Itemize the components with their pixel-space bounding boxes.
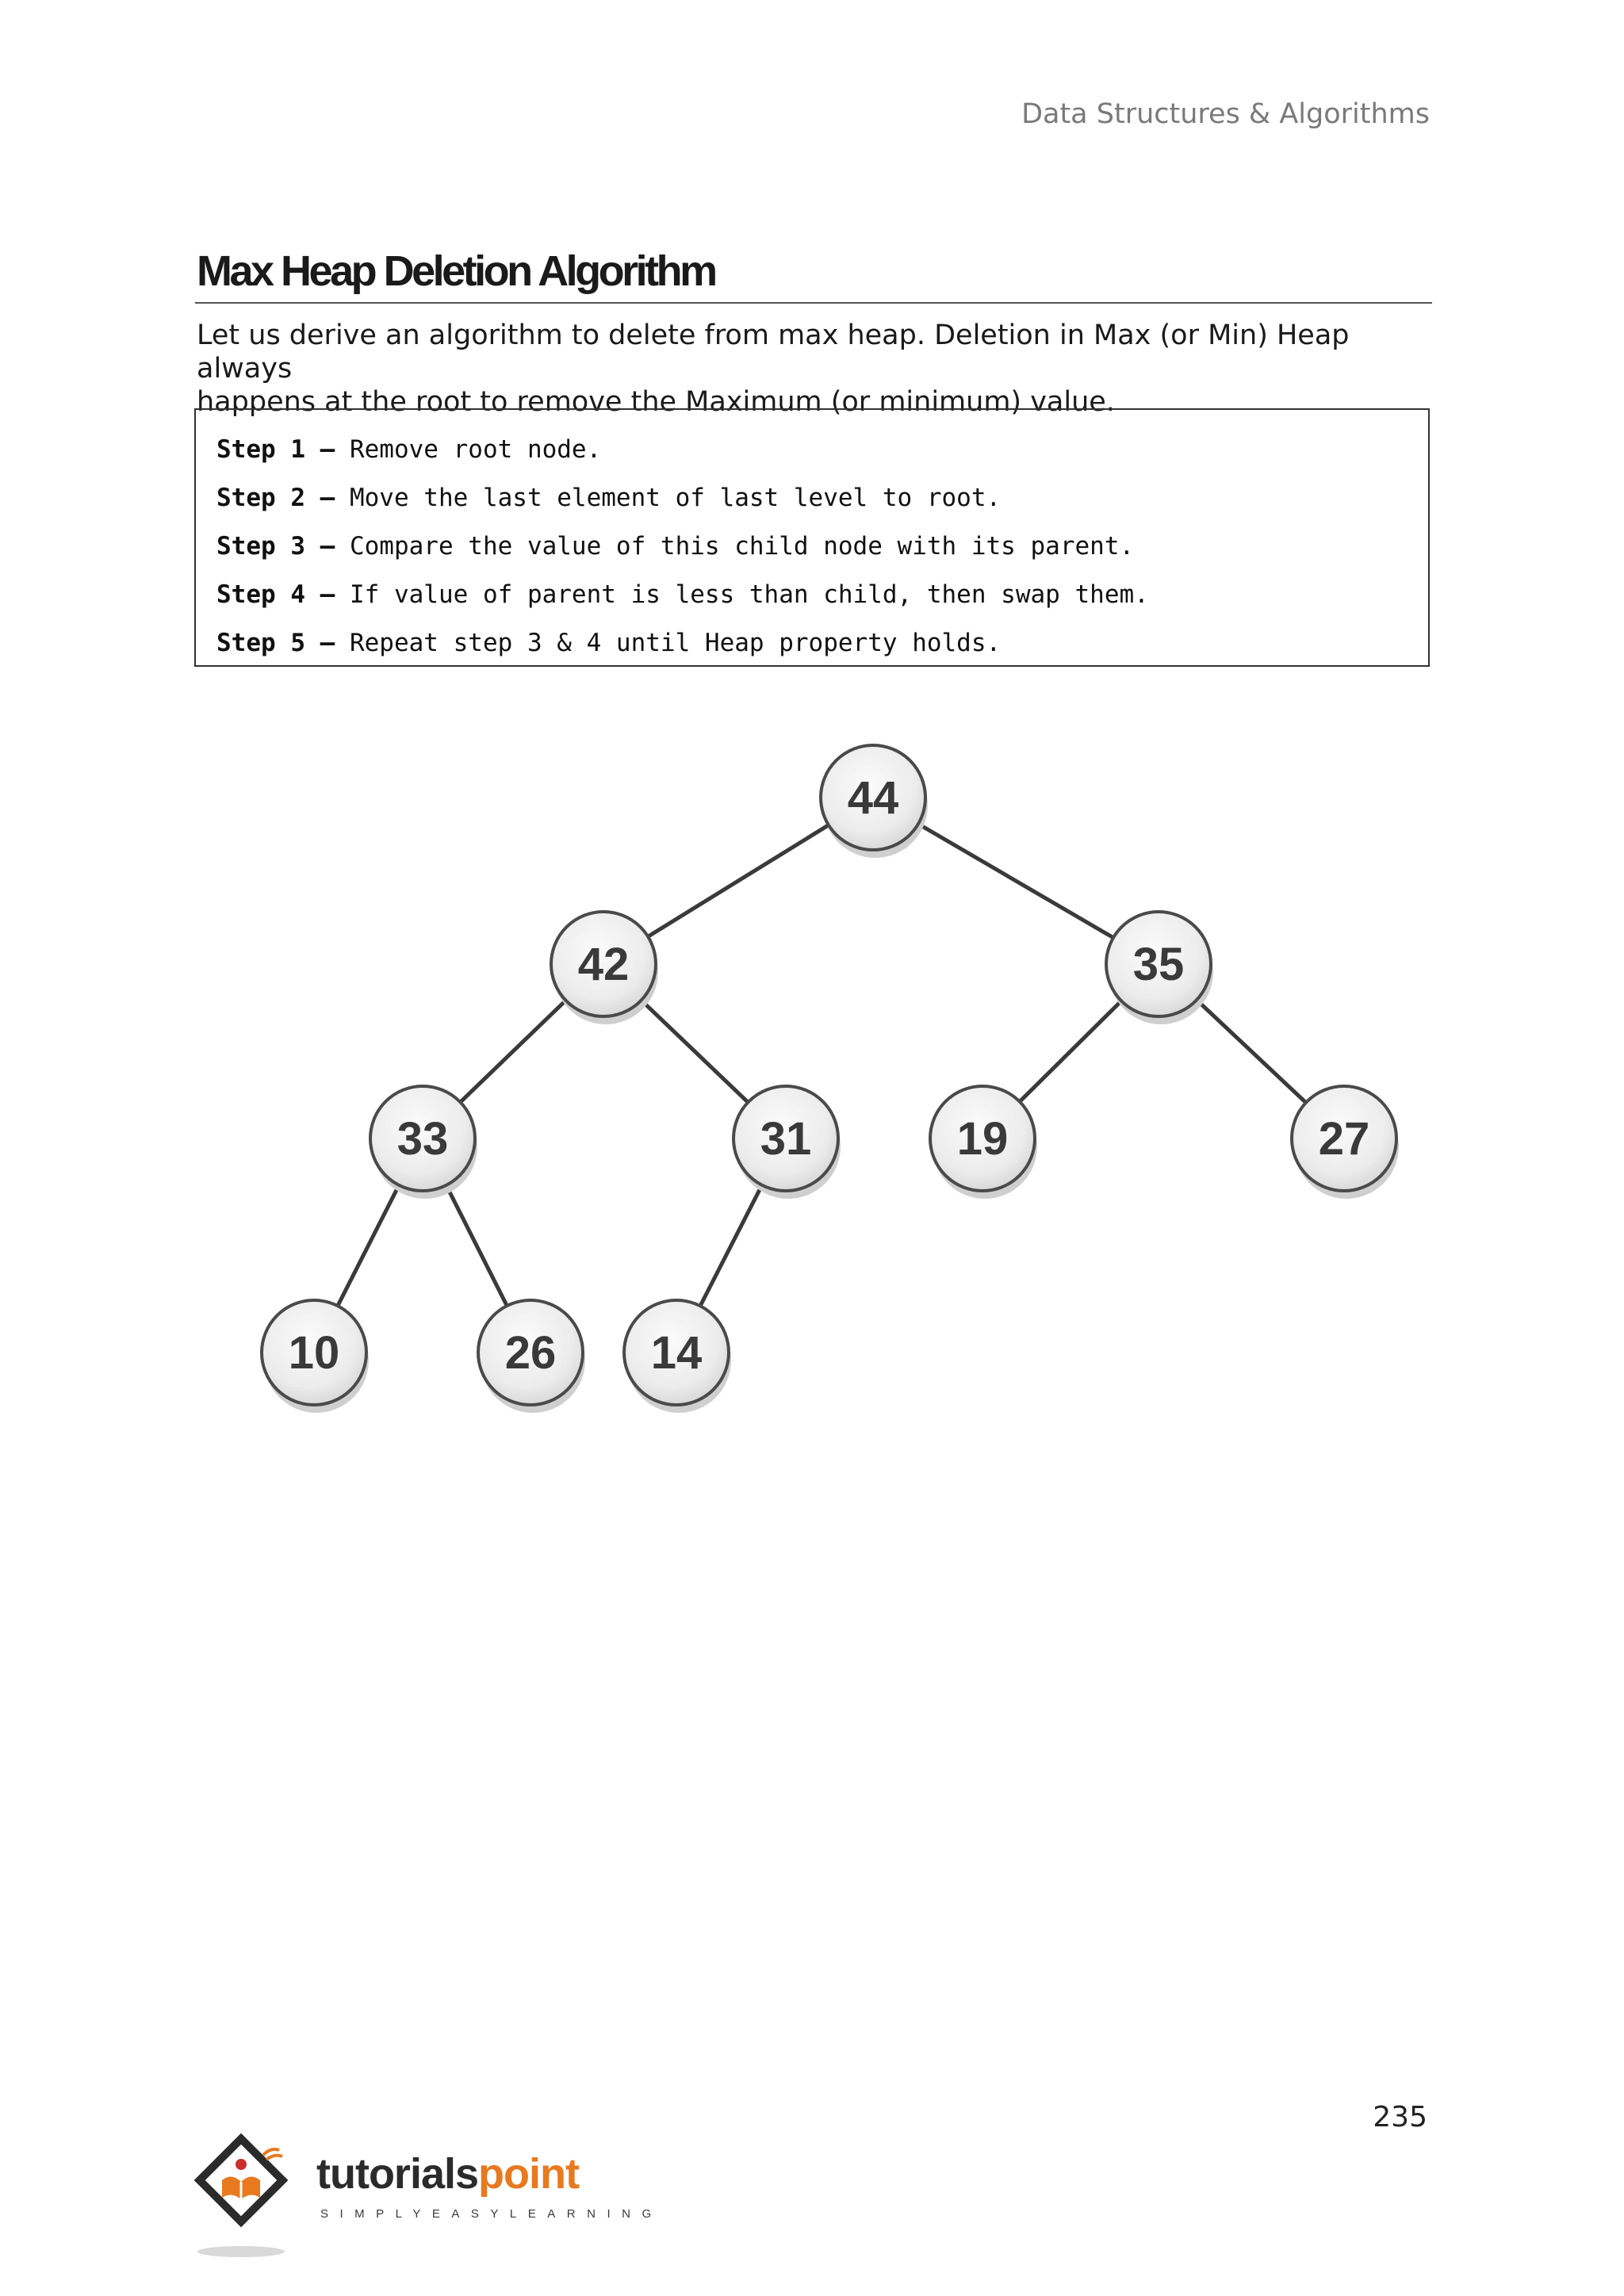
step-label: Step 5 –	[216, 629, 335, 657]
heap-node-label: 19	[956, 1113, 1009, 1165]
step-label: Step 4 –	[216, 580, 335, 609]
heap-nodes	[262, 745, 1399, 1413]
tutorialspoint-logo	[193, 2133, 663, 2260]
heap-node-label: 35	[1132, 939, 1185, 990]
heap-edges	[314, 798, 1344, 1353]
heap-node	[733, 1086, 841, 1199]
heap-node-label: 42	[577, 939, 630, 990]
step-text: Repeat step 3 & 4 until Heap property holds.	[335, 629, 1002, 657]
heap-node-label: 27	[1318, 1113, 1370, 1165]
logo-tagline: SIMPLYEASYLEARNING	[320, 2207, 663, 2221]
logo-mark-icon	[193, 2133, 312, 2260]
step-text: Move the last element of last level to root.	[335, 484, 1002, 512]
heap-node	[478, 1300, 585, 1413]
step-label: Step 1 –	[216, 435, 335, 464]
step-label: Step 2 –	[216, 484, 335, 512]
heap-node-label: 44	[847, 772, 899, 824]
intro-line: Let us derive an algorithm to delete from max heap. Deletion in Max (or Min) Heap always	[197, 320, 1350, 385]
step-text: Remove root node.	[335, 435, 602, 464]
heap-node	[262, 1300, 369, 1413]
heap-node	[551, 912, 658, 1024]
step-text: If value of parent is less than child, then swap them.	[335, 580, 1149, 609]
logo-word-tutorials: tutorials	[316, 2150, 479, 2198]
intro-line: happens at the root to remove the Maximum (or minimum) value.	[197, 386, 1115, 418]
heap-node	[624, 1300, 731, 1413]
heap-node-label: 10	[288, 1327, 340, 1379]
section-title: Max Heap Deletion Algorithm	[197, 247, 715, 295]
heap-node	[930, 1086, 1037, 1199]
page-number: 235	[1373, 2101, 1427, 2133]
logo-word-point: point	[478, 2150, 579, 2198]
running-header: Data Structures & Algorithms	[1021, 98, 1430, 130]
heap-node-label: 33	[396, 1113, 449, 1165]
logo-wordmark	[316, 2150, 579, 2198]
heap-node	[370, 1086, 477, 1199]
heap-node	[1292, 1086, 1399, 1199]
heap-node	[821, 745, 928, 858]
step-label: Step 3 –	[216, 532, 335, 561]
heap-node	[1106, 912, 1213, 1024]
heap-node-label: 26	[504, 1327, 557, 1379]
step-text: Compare the value of this child node with its parent.	[335, 532, 1135, 561]
heap-node-label: 31	[760, 1113, 812, 1165]
heap-node-label: 14	[650, 1327, 703, 1379]
